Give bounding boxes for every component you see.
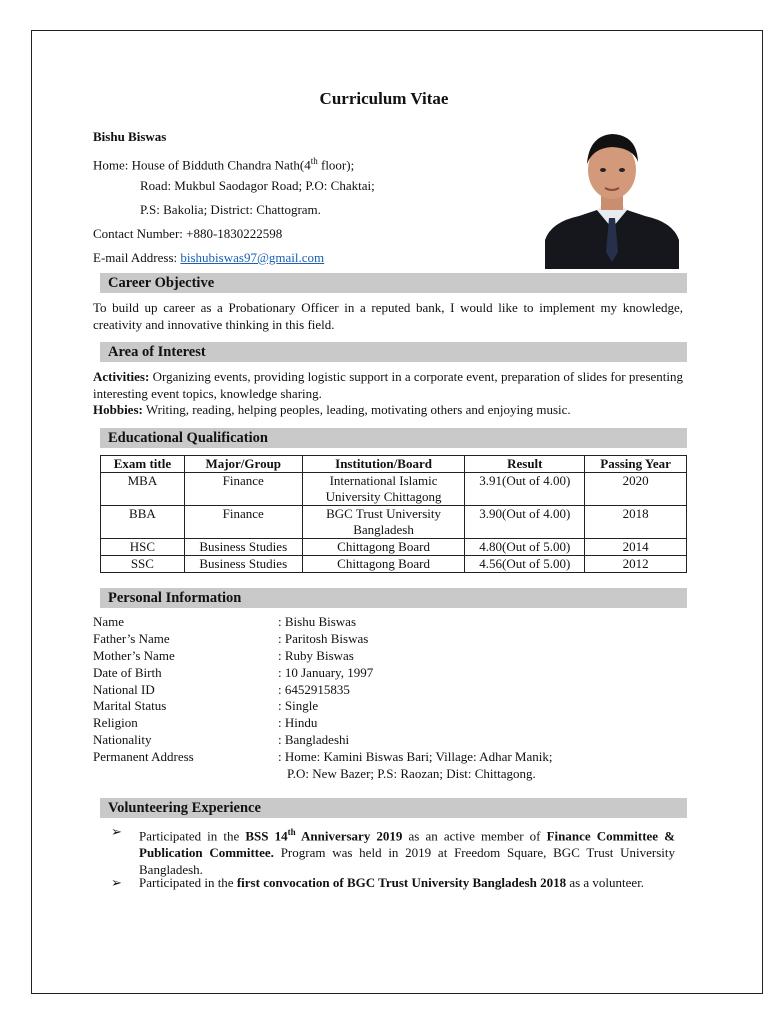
bullet-arrow-icon: ➢	[111, 875, 122, 890]
section-educational-qualification-title: Educational Qualification	[108, 430, 268, 446]
vol2-text-a: Participated in the	[139, 875, 237, 890]
vol2-bold-a: first convocation of BGC Trust University Bangladesh 2018	[236, 875, 567, 890]
personal-label-dob: Date of Birth	[93, 665, 162, 680]
personal-label-marital: Marital Status	[93, 698, 167, 713]
personal-label-nid: National ID	[93, 682, 155, 697]
section-area-of-interest	[100, 342, 687, 362]
vol1-bold-c: Finance Committee & Publication Committee.	[139, 828, 675, 861]
activities-label: Activities:	[93, 369, 150, 384]
col-major-group: Major/Group	[184, 456, 302, 473]
profile-photo	[545, 122, 679, 269]
home-address-line2: Road: Mukbul Saodagor Road; P.O: Chaktai;	[140, 178, 375, 193]
cell-exam: HSC	[101, 539, 185, 556]
personal-label-mother: Mother’s Name	[93, 648, 175, 663]
hobbies-paragraph	[93, 402, 683, 419]
personal-label-father: Father’s Name	[93, 631, 170, 646]
personal-value-name: : Bishu Biswas	[278, 614, 357, 629]
home-address-line1	[93, 153, 354, 173]
personal-label-name: Name	[93, 614, 125, 629]
cell-major: Business Studies	[184, 539, 302, 556]
cell-institution: Chittagong Board	[302, 539, 465, 556]
hobbies-label: Hobbies:	[93, 402, 143, 417]
vol2-text-b: as a volunteer.	[566, 875, 645, 890]
personal-label-nationality: Nationality	[93, 732, 152, 747]
personal-label-religion: Religion	[93, 715, 138, 730]
home-address-suffix: floor);	[317, 157, 355, 173]
section-career-objective-title: Career Objective	[108, 275, 215, 291]
table-row	[101, 556, 687, 573]
cell-major: Finance	[184, 506, 302, 539]
cell-year: 2012	[585, 556, 687, 573]
vol1-text-b: as an active member of	[402, 828, 547, 844]
cell-year: 2014	[585, 539, 687, 556]
col-passing-year: Passing Year	[585, 456, 687, 473]
email-label: E-mail Address:	[93, 250, 181, 265]
volunteer-item-1	[139, 824, 675, 879]
personal-value-marital: : Single	[278, 698, 319, 713]
cell-institution: Chittagong Board	[302, 556, 465, 573]
section-personal-information-title: Personal Information	[108, 590, 242, 606]
cell-institution: BGC Trust University Bangladesh	[302, 506, 465, 539]
cell-year: 2018	[585, 506, 687, 539]
table-row	[101, 539, 687, 556]
email-row	[93, 250, 324, 266]
personal-value-father: : Paritosh Biswas	[278, 631, 369, 646]
section-career-objective	[100, 273, 687, 293]
personal-label-address: Permanent Address	[93, 749, 194, 764]
personal-value-address: : Home: Kamini Biswas Bari; Village: Adhar Manik;	[278, 749, 553, 764]
contact-number: Contact Number: +880-1830222598	[93, 226, 283, 241]
cell-result: 4.56(Out of 5.00)	[465, 556, 585, 573]
bullet-arrow-icon: ➢	[111, 824, 122, 839]
cell-exam: MBA	[101, 473, 185, 506]
col-result: Result	[465, 456, 585, 473]
vol1-bold-a: BSS 14	[245, 828, 288, 844]
cell-institution: International Islamic University Chittagong	[302, 473, 465, 506]
vol1-text-a: Participated in the	[139, 828, 246, 844]
page-title: Curriculum Vitae	[319, 89, 449, 108]
profile-photo-illustration	[545, 122, 679, 269]
vol1-text-c: Program was held in 2019 at Freedom Square, BGC Trust University Bangladesh.	[139, 845, 675, 877]
table-row	[101, 473, 687, 506]
personal-value-nationality: : Bangladeshi	[278, 732, 350, 747]
hobbies-text: Writing, reading, helping peoples, leading, motivating others and enjoying music.	[142, 402, 571, 417]
table-row	[101, 506, 687, 539]
section-area-of-interest-title: Area of Interest	[108, 344, 206, 360]
personal-value-mother: : Ruby Biswas	[278, 648, 354, 663]
education-table	[100, 455, 687, 573]
col-exam-title: Exam title	[101, 456, 185, 473]
home-address-line3: P.S: Bakolia; District: Chattogram.	[140, 202, 321, 217]
personal-value-dob: : 10 January, 1997	[278, 665, 374, 680]
volunteer-item-2	[139, 875, 675, 892]
cell-result: 4.80(Out of 5.00)	[465, 539, 585, 556]
section-volunteering-experience-title: Volunteering Experience	[108, 800, 261, 816]
education-header-row	[101, 456, 687, 473]
personal-value-nid: : 6452915835	[278, 682, 350, 697]
section-educational-qualification	[100, 428, 687, 448]
cell-result: 3.90(Out of 4.00)	[465, 506, 585, 539]
section-personal-information	[100, 588, 687, 608]
candidate-name: Bishu Biswas	[93, 129, 167, 144]
personal-value-religion: : Hindu	[278, 715, 318, 730]
career-objective-text: To build up career as a Probationary Officer in a reputed bank, I would like to implement my knowledge, creativity and innovative thinking in this field.	[93, 300, 683, 332]
vol1-superscript: th	[287, 827, 296, 837]
cell-result: 3.91(Out of 4.00)	[465, 473, 585, 506]
section-volunteering-experience	[100, 798, 687, 818]
activities-paragraph	[93, 369, 683, 402]
cell-exam: BBA	[101, 506, 185, 539]
vol1-bold-b: Anniversary 2019	[295, 828, 403, 844]
home-address-text: Home: House of Bidduth Chandra Nath(4	[93, 157, 311, 173]
email-link[interactable]: bishubiswas97@gmail.com	[180, 250, 325, 265]
cell-year: 2020	[585, 473, 687, 506]
activities-text: Organizing events, providing logistic support in a corporate event, preparation of slides for presenting interesting event topics, knowledge sharing.	[93, 369, 683, 401]
cell-exam: SSC	[101, 556, 185, 573]
col-institution-board: Institution/Board	[302, 456, 465, 473]
home-floor-superscript: th	[310, 156, 318, 166]
personal-value-address-cont: P.O: New Bazer; P.S: Raozan; Dist: Chittagong.	[287, 766, 536, 781]
cell-major: Business Studies	[184, 556, 302, 573]
cell-major: Finance	[184, 473, 302, 506]
